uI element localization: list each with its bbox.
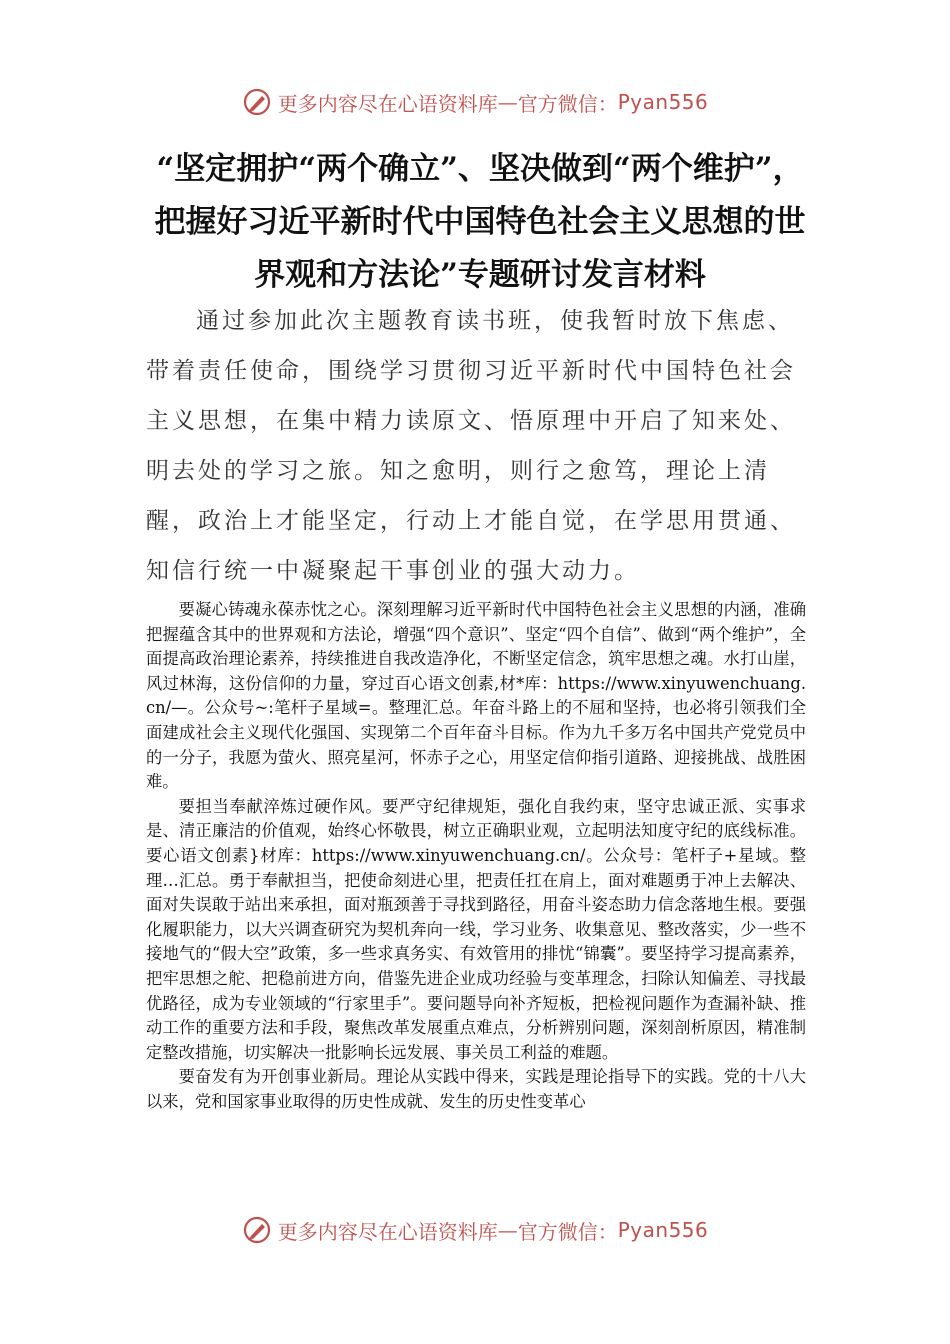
banner-contact: 官方微信：	[517, 1219, 618, 1244]
banner-wechat-id: Pyan556	[617, 90, 709, 114]
body-paragraph: 要奋发有为开创事业新局。理论从实践中得来，实践是理论指导下的实践。党的十八大以来，党和国家事业取得的历史性成就、发生的历史性变革心	[146, 1067, 806, 1111]
banner-separator: —	[497, 90, 518, 114]
banner-contact: 官方微信：	[517, 91, 618, 116]
document-body	[146, 598, 806, 1114]
pen-logo-icon	[242, 1215, 272, 1245]
footer-banner	[0, 1210, 950, 1250]
body-paragraph: 要凝心铸魂永葆赤忱之心。深刻理解习近平新时代中国特色社会主义思想的内涵，准确把握蕴含其中的世界观和方法论，增强“四个意识”、坚定“四个自信”、做到“两个维护”，全面提高政治理论素养，持续推进自我改造净化，不断坚定信念，筑牢思想之魂。水打山崖，风过林海，这份信仰的力量，穿过百心语文创素,材*库：https://www.xinyuwenchuang.cn/—。公众号~:笔杆子星域=。整理汇总。年奋斗路上的不屈和坚持，也必将引领我们全面建成社会主义现代化强国、实现第二个百年奋斗目标。作为九千多万名中国共产党党员中的一分子，我愿为萤火、照亮星河，怀赤子之心，用坚定信仰指引道路、迎接挑战、战胜困难。	[146, 600, 806, 792]
banner-wechat-id: Pyan556	[617, 1218, 709, 1242]
lead-paragraph: 通过参加此次主题教育读书班，使我暂时放下焦虑、带着责任使命，围绕学习贯彻习近平新时代中国特色社会主义思想，在集中精力读原文、悟原理中开启了知来处、明去处的学习之旅。知之愈明，则行之愈笃，理论上清醒，政治上才能坚定，行动上才能自觉，在学思用贯通、知信行统一中凝聚起干事创业的强大动力。	[146, 308, 796, 584]
pen-logo-icon	[242, 87, 272, 117]
body-paragraph: 要担当奉献淬炼过硬作风。要严守纪律规矩，强化自我约束，坚守忠诚正派、实事求是、清正廉洁的价值观，始终心怀敬畏，树立正确职业观，立起明法知度守纪的底线标准。要心语文创素}材库：https://www.xinyuwenchuang.cn/。公众号：笔杆子+星域。整理…汇总。勇于奉献担当，把使命刻进心里，把责任扛在肩上，面对难题勇于冲上去解决、面对失误敢于站出来承担，面对瓶颈善于寻找到路径，用奋斗姿态助力信念落地生根。要强化履职能力，以大兴调查研究为契机奔向一线，学习业务、收集意见、整改落实，少一些不接地气的“假大空”政策，多一些求真务实、有效管用的排忧“锦囊”。要坚持学习提高素养，把牢思想之舵、把稳前进方向，借鉴先进企业成功经验与变革理念，扫除认知偏差、寻找最优路径，成为专业领域的“行家里手”。要问题导向补齐短板，把检视问题作为查漏补缺、推动工作的重要方法和手段，聚焦改革发展重点难点，分析辨别问题，深刻剖析原因，精准制定整改措施，切实解决一批影响长远发展、事关员工利益的难题。	[146, 796, 806, 1062]
banner-text: 更多内容尽在心语资料库	[277, 91, 498, 116]
banner-text: 更多内容尽在心语资料库	[277, 1219, 498, 1244]
document-title: “坚定拥护“两个确立”、坚决做到“两个维护”，把握好习近平新时代中国特色社会主义思想的世界观和方法论”专题研讨发言材料	[154, 151, 806, 293]
banner-separator: —	[497, 1218, 518, 1242]
header-banner	[0, 82, 950, 122]
